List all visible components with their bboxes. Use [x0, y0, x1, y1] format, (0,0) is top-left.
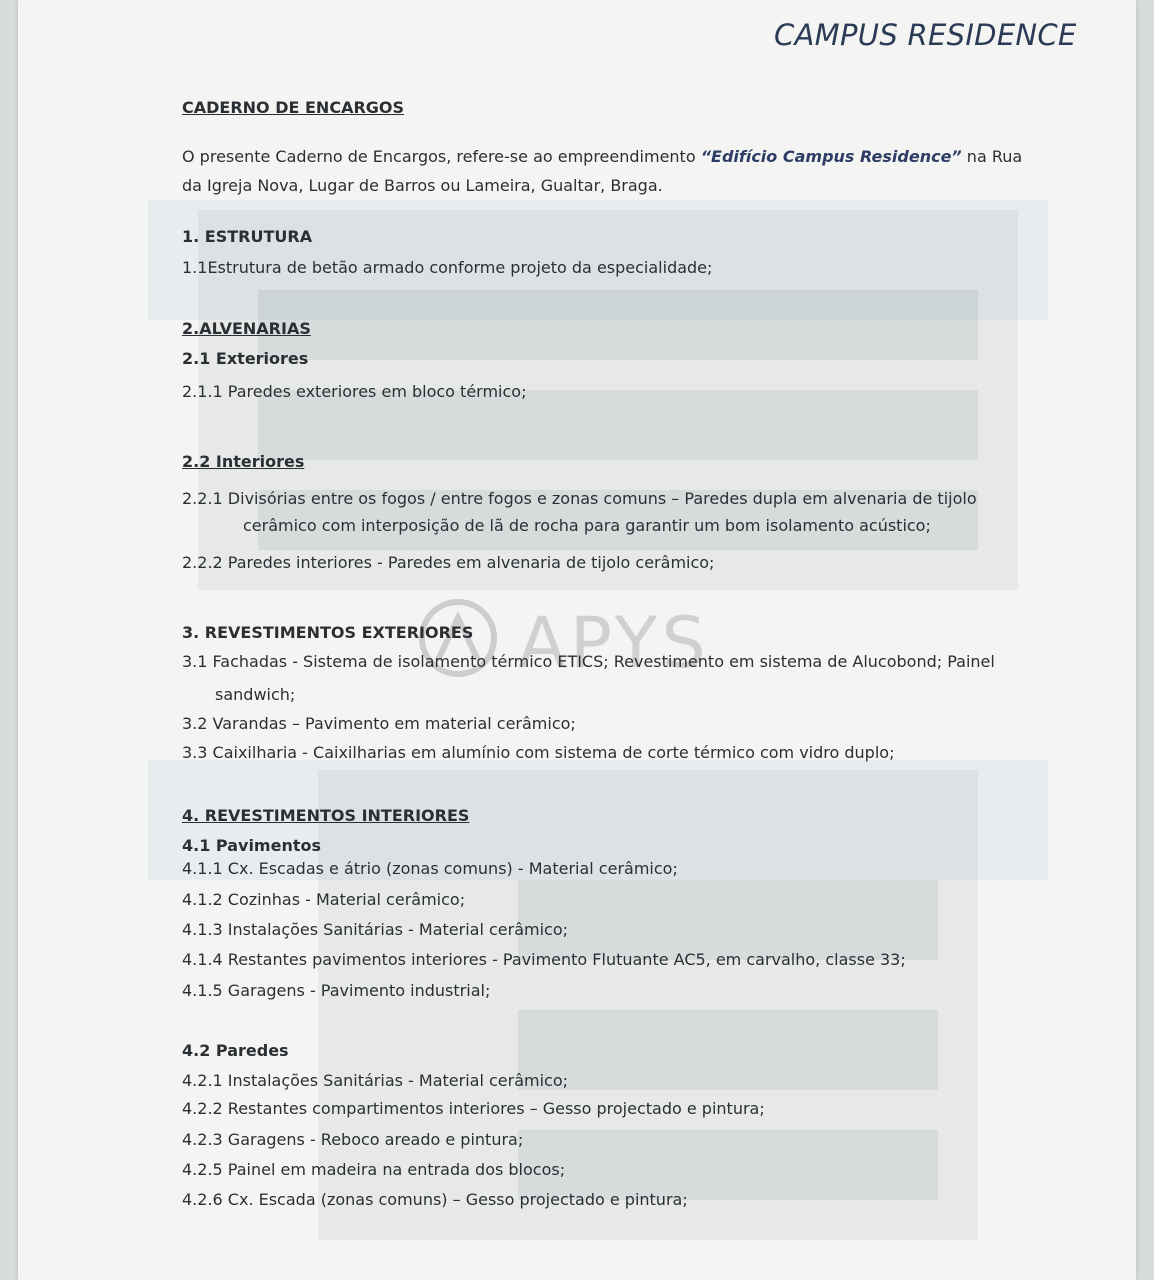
watermark-text: APYS — [518, 602, 710, 684]
item-4-2-2: 4.2.2 Restantes compartimentos interiores – Gesso projectado e pintura; — [182, 1099, 765, 1118]
section-4-heading: 4. REVESTIMENTOS INTERIORES — [182, 806, 470, 825]
item-2-1-1: 2.1.1 Paredes exteriores em bloco térmico; — [182, 382, 527, 401]
subsection-2-2-heading: 2.2 Interiores — [182, 452, 305, 471]
brand-title: CAMPUS RESIDENCE — [774, 18, 1077, 52]
subsection-4-1-heading: 4.1 Pavimentos — [182, 836, 321, 855]
item-3-3: 3.3 Caixilharia - Caixilharias em alumínio com sistema de corte térmico com vidro duplo; — [182, 743, 895, 762]
building-name: “Edifício Campus Residence” — [700, 147, 962, 166]
item-2-2-1-line-2: cerâmico com interposição de lã de rocha para garantir um bom isolamento acústico; — [243, 516, 931, 535]
item-4-1-1: 4.1.1 Cx. Escadas e átrio (zonas comuns) - Material cerâmico; — [182, 859, 678, 878]
document-page — [18, 0, 1136, 1280]
item-4-2-3: 4.2.3 Garagens - Reboco areado e pintura; — [182, 1130, 524, 1149]
subsection-4-2-heading: 4.2 Paredes — [182, 1041, 289, 1060]
item-4-1-4: 4.1.4 Restantes pavimentos interiores - Pavimento Flutuante AC5, em carvalho, classe 33; — [182, 950, 906, 969]
item-3-2: 3.2 Varandas – Pavimento em material cerâmico; — [182, 714, 576, 733]
item-4-2-1: 4.2.1 Instalações Sanitárias - Material cerâmico; — [182, 1071, 569, 1090]
section-2-heading: 2.ALVENARIAS — [182, 319, 311, 338]
item-4-1-3: 4.1.3 Instalações Sanitárias - Material cerâmico; — [182, 920, 569, 939]
item-1-1: 1.1Estrutura de betão armado conforme projeto da especialidade; — [182, 258, 713, 277]
section-1-heading: 1. ESTRUTURA — [182, 227, 313, 246]
item-4-2-6: 4.2.6 Cx. Escada (zonas comuns) – Gesso projectado e pintura; — [182, 1190, 688, 1209]
item-4-1-2: 4.1.2 Cozinhas - Material cerâmico; — [182, 890, 466, 909]
section-3-heading: 3. REVESTIMENTOS EXTERIORES — [182, 623, 474, 642]
item-2-2-2: 2.2.2 Paredes interiores - Paredes em alvenaria de tijolo cerâmico; — [182, 553, 715, 572]
item-3-1-line-1: 3.1 Fachadas - Sistema de isolamento térmico ETICS; Revestimento em sistema de Alucobond; Painel — [182, 652, 995, 671]
intro-line-2: da Igreja Nova, Lugar de Barros ou Lameira, Gualtar, Braga. — [182, 176, 663, 195]
subsection-2-1-heading: 2.1 Exteriores — [182, 349, 309, 368]
item-3-1-line-2: sandwich; — [215, 685, 296, 704]
document-title: CADERNO DE ENCARGOS — [182, 98, 405, 117]
item-4-2-5: 4.2.5 Painel em madeira na entrada dos blocos; — [182, 1160, 566, 1179]
intro-line-1: O presente Caderno de Encargos, refere-se ao empreendimento “Edifício Campus Residence” na Rua — [182, 147, 1023, 166]
item-4-1-5: 4.1.5 Garagens - Pavimento industrial; — [182, 981, 491, 1000]
item-2-2-1-line-1: 2.2.1 Divisórias entre os fogos / entre fogos e zonas comuns – Paredes dupla em alvenaria de tijolo — [182, 489, 977, 508]
